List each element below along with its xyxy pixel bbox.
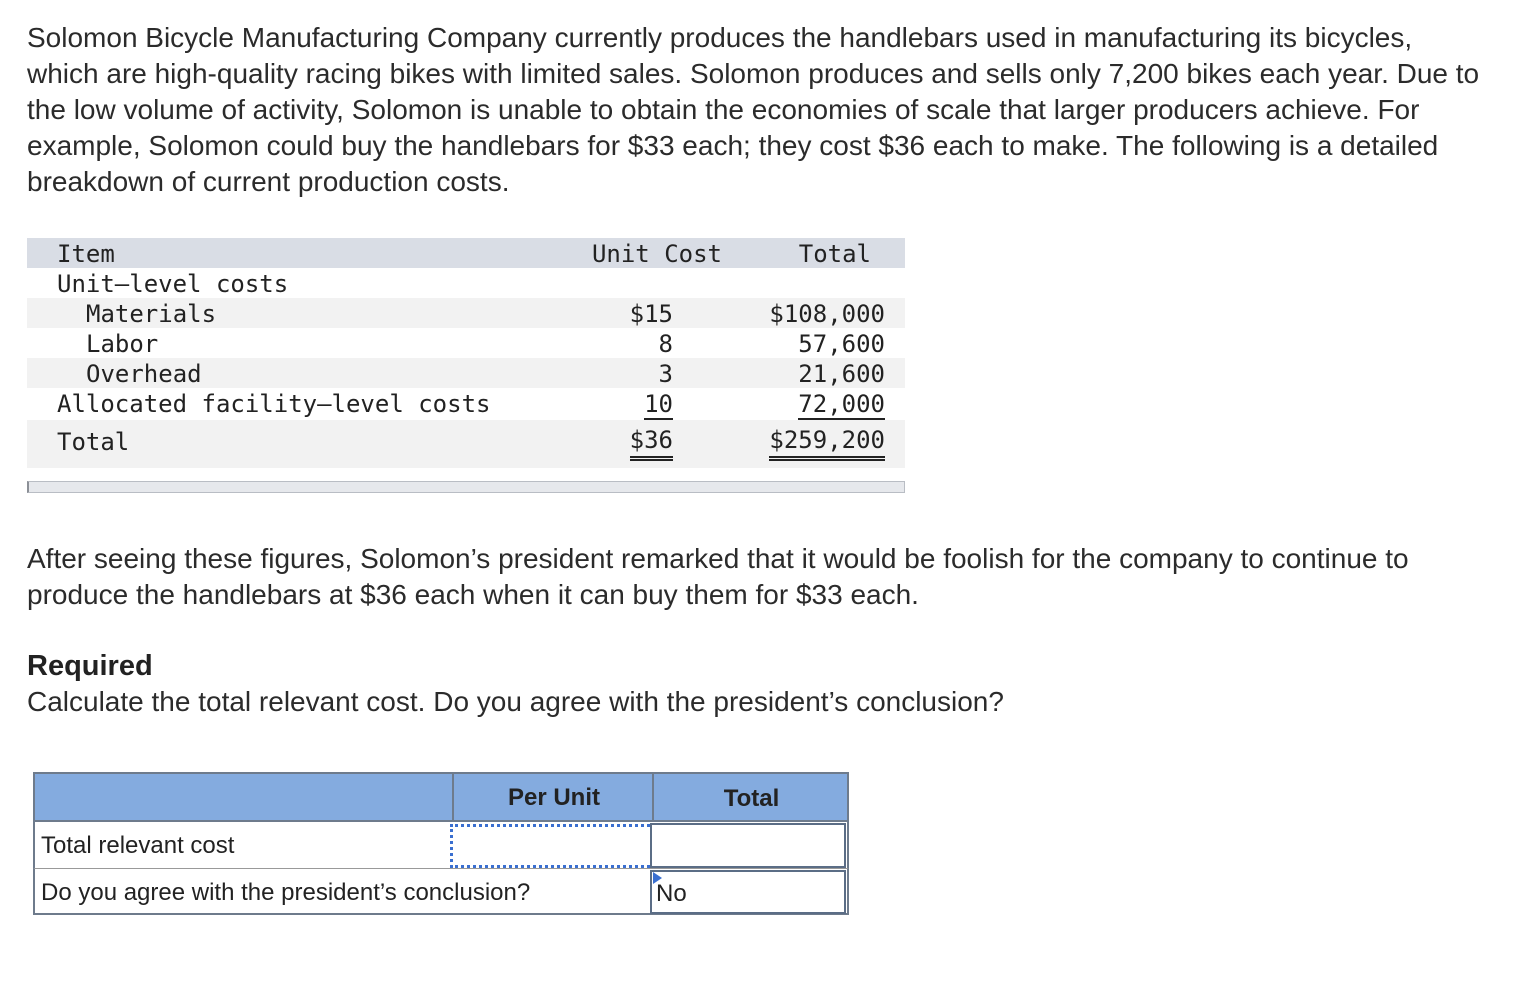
row-item: Allocated facility–level costs: [57, 390, 491, 418]
problem-intro: Solomon Bicycle Manufacturing Company currently produces the handlebars used in manufacturing its bicycles, which are high-quality racing bikes with limited sales. Solomon produces and sells only 7,200 bikes each year. Due to the low volume of activity, Solomon is unable to obtain the economies of scale that larger producers achieve. For example, Solomon could buy the handlebars for $33 each; they cost $36 each to make. The following is a detailed breakdown of current production costs.: [27, 22, 1480, 197]
table-row: [27, 358, 905, 388]
table-row: [27, 298, 905, 328]
row-total: $108,000: [769, 300, 885, 328]
president-remark: After seeing these figures, Solomon’s president remarked that it would be foolish for the company to continue to produce the handlebars at $36 each when it can buy them for $33 each.: [27, 543, 1409, 610]
header-item: Item: [57, 240, 115, 268]
header-per-unit: Per Unit: [452, 774, 654, 820]
cost-table-header: [27, 238, 905, 268]
table-row: [27, 388, 905, 418]
total-label: Total: [57, 428, 130, 456]
row-total: 21,600: [798, 360, 885, 388]
header-total: Total: [798, 240, 871, 268]
total-row: [27, 420, 905, 468]
required-question: Calculate the total relevant cost. Do you agree with the president’s conclusion?: [27, 686, 1004, 717]
total-input[interactable]: [650, 823, 846, 868]
row-total: 72,000: [798, 390, 885, 418]
row-item: Labor: [86, 330, 159, 358]
table-scrollbar[interactable]: [27, 481, 905, 493]
group-label: Unit–level costs: [57, 270, 289, 298]
per-unit-input[interactable]: [450, 824, 650, 868]
answer-table: [33, 772, 849, 915]
row-unit: 8: [658, 330, 673, 358]
total-unit: $36: [630, 426, 673, 461]
total-amount: $259,200: [769, 426, 885, 461]
conclusion-label: Do you agree with the president’s conclusion?: [41, 879, 531, 906]
header-total: Total: [652, 774, 849, 820]
row-item: Materials: [86, 300, 217, 328]
row-item: Overhead: [86, 360, 202, 388]
header-unit-cost: Unit Cost: [591, 240, 722, 268]
table-row: [27, 328, 905, 358]
row-unit: 10: [644, 390, 673, 418]
group-row: [27, 268, 905, 298]
answer-table-header: [33, 772, 849, 822]
row-unit: 3: [658, 360, 673, 388]
row-total: 57,600: [798, 330, 885, 358]
required-heading: Required: [27, 650, 153, 682]
relevant-cost-label: Total relevant cost: [41, 832, 235, 859]
conclusion-value: No: [656, 880, 687, 907]
row-unit: $15: [629, 300, 673, 328]
